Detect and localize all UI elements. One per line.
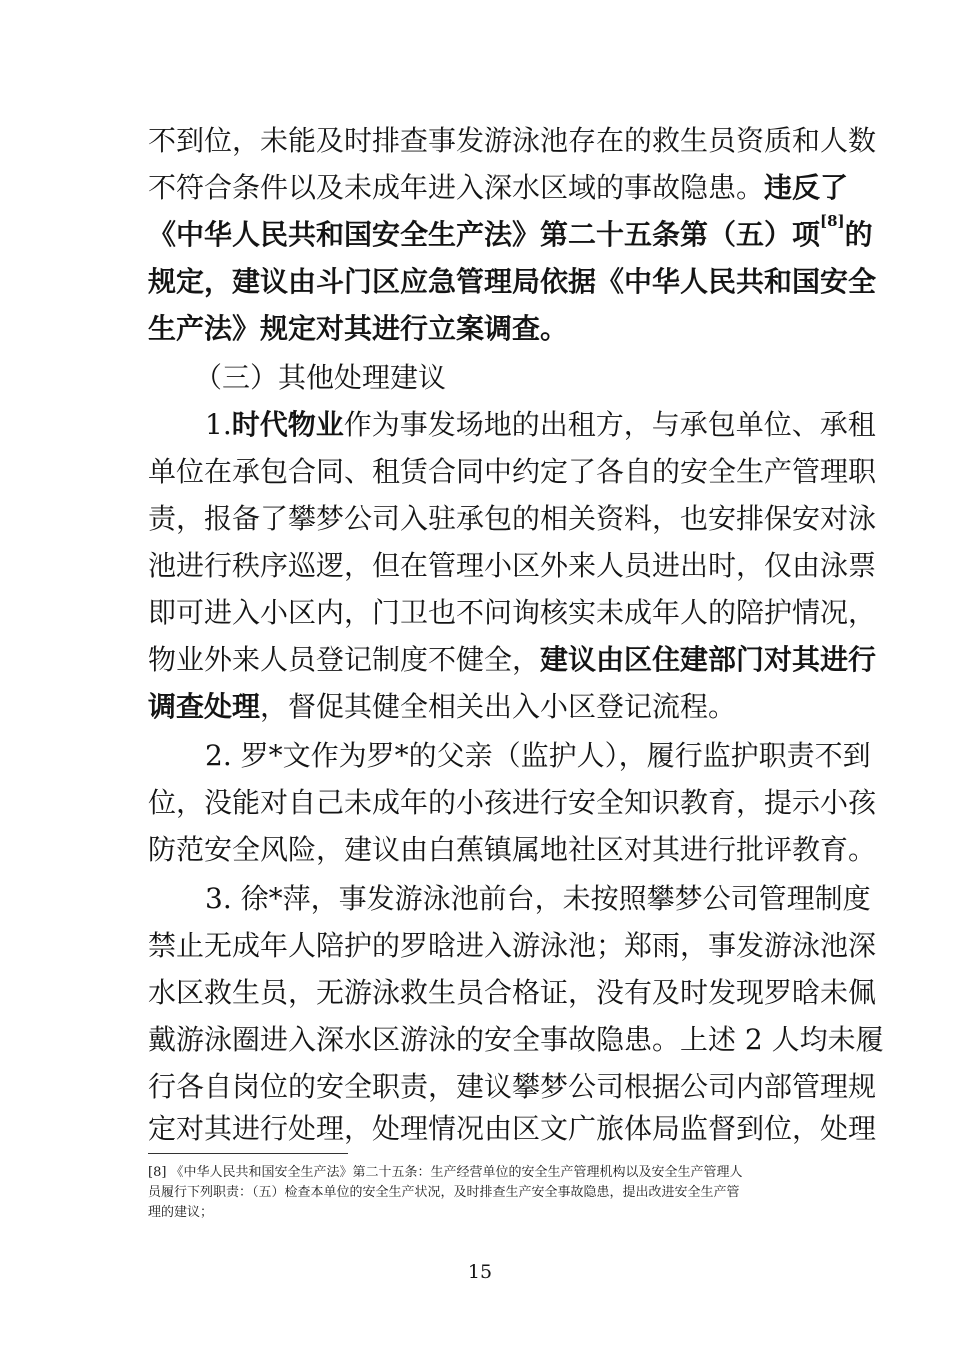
- text-segment: 池进行秩序巡逻，但在管理小区外来人员进出时，仅由泳票: [148, 549, 877, 582]
- text-line: [205, 402, 876, 448]
- text-line: [148, 684, 816, 730]
- text-line: [148, 827, 877, 873]
- text-line: [148, 259, 877, 305]
- heading-text: （三）其他处理建议: [194, 361, 447, 394]
- text-line: [148, 637, 877, 683]
- text-line: [148, 496, 877, 542]
- footnote-line: [8] 《中华人民共和国安全生产法》第二十五条：生产经营单位的安全生产管理机构以及安全生产管理人: [148, 1165, 743, 1180]
- text-segment: 生产法》规定对其进行立案调查。: [148, 312, 569, 345]
- text-line: [148, 543, 877, 589]
- footnote-line: 理的建议；: [148, 1205, 214, 1220]
- text-line: [148, 590, 877, 636]
- text-segment: 不符合条件以及未成年进入深水区域的事故隐患。: [148, 171, 765, 204]
- text-segment: 3. 徐*萍，事发游泳池前台，未按照攀梦公司管理制度: [205, 882, 871, 915]
- text-segment: 即可进入小区内，门卫也不问询核实未成年人的陪护情况，: [148, 596, 877, 629]
- bold-text: 建议由区住建部门对其进行: [540, 643, 877, 676]
- text-segment: 规定，建议由斗门区应急管理局依据《中华人民共和国安全: [148, 265, 877, 298]
- section-heading: [194, 355, 805, 401]
- page-number: 15: [467, 1261, 493, 1283]
- text-segment: 禁止无成年人陪护的罗晗进入游泳池；郑雨，事发游泳池深: [148, 929, 877, 962]
- text-line: [205, 876, 871, 922]
- text-segment: 2. 罗*文作为罗*的父亲（监护人），履行监护职责不到: [205, 739, 871, 772]
- text-line: [148, 780, 877, 826]
- text-line: [205, 733, 871, 779]
- text-segment: 行各自岗位的安全职责，建议攀梦公司根据公司内部管理规: [148, 1070, 877, 1103]
- item-number: 1.: [205, 408, 232, 441]
- footnote-line: 员履行下列职责：（五）检查本单位的安全生产状况，及时排查生产安全事故隐患，提出改进安全生产管: [148, 1185, 740, 1200]
- text-line: [148, 1017, 884, 1063]
- text-line: [148, 306, 816, 352]
- footnote-reference: [8]: [820, 212, 845, 230]
- text-segment: 不到位，未能及时排查事发游泳池存在的救生员资质和人数: [148, 124, 877, 157]
- text-line: [148, 1106, 877, 1152]
- text-line: [148, 165, 849, 211]
- text-line: [148, 212, 873, 258]
- text-line: [148, 1064, 877, 1110]
- text-segment: 《中华人民共和国安全生产法》第二十五条第（五）项: [148, 218, 821, 251]
- text-segment: 单位在承包合同、租赁合同中约定了各自的安全生产管理职: [148, 455, 877, 488]
- text-segment: 水区救生员，无游泳救生员合格证，没有及时发现罗晗未佩: [148, 976, 877, 1009]
- text-segment: 的: [844, 218, 873, 251]
- text-line: [148, 118, 877, 164]
- footnote-divider: [148, 1153, 348, 1154]
- bold-text: 时代物业: [231, 408, 344, 441]
- text-line: [148, 970, 877, 1016]
- text-segment: ，督促其健全相关出入小区登记流程。: [260, 690, 737, 723]
- text-segment: 定对其进行处理，处理情况由区文广旅体局监督到位，处理: [148, 1112, 877, 1145]
- text-segment: 位，没能对自己未成年的小孩进行安全知识教育，提示小孩: [148, 786, 877, 819]
- text-segment: 物业外来人员登记制度不健全，: [148, 643, 541, 676]
- bold-text: 调查处理: [148, 690, 261, 723]
- text-line: [148, 923, 877, 969]
- text-line: [148, 449, 877, 495]
- text-segment: 作为事发场地的出租方，与承包单位、承租: [343, 408, 876, 441]
- bold-text: 违反了: [764, 171, 849, 204]
- text-segment: 戴游泳圈进入深水区游泳的安全事故隐患。上述 2 人均未履: [148, 1023, 884, 1056]
- text-segment: 责，报备了攀梦公司入驻承包的相关资料，也安排保安对泳: [148, 502, 877, 535]
- text-segment: 防范安全风险，建议由白蕉镇属地社区对其进行批评教育。: [148, 833, 877, 866]
